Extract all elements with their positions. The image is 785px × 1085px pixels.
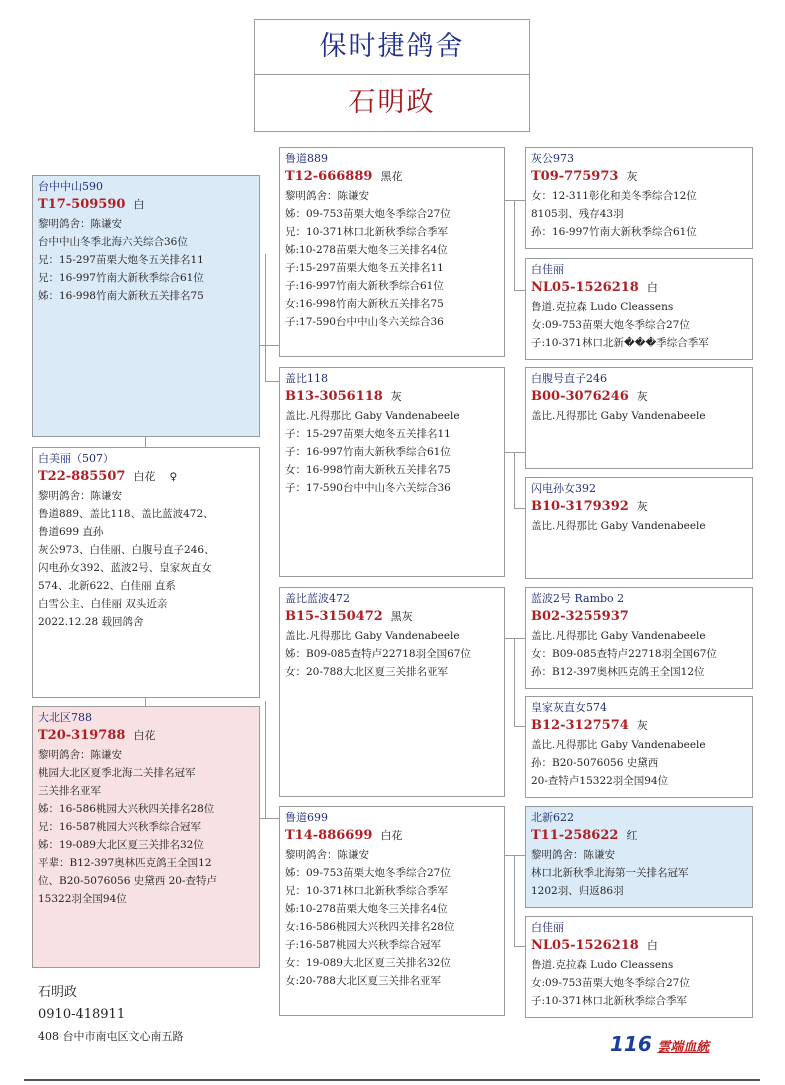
record-line: 鲁道889、盖比118、盖比蓝波472、 <box>38 508 214 520</box>
sire-card <box>32 175 260 437</box>
ring-number: T22-885507 <box>38 469 126 484</box>
connector <box>514 508 525 509</box>
record-line: 盖比.凡得那比 Gaby Vandenabeele <box>531 630 706 642</box>
record-line: 黎明鸽舍：陈谦安 <box>38 218 122 230</box>
record-line: 姊：16-998竹南大新秋五关排名75 <box>38 290 204 302</box>
record-line: 黎明鸽舍：陈谦安 <box>285 849 369 861</box>
record-line: 子:10-371林口北新���季综合季军 <box>531 337 709 349</box>
record-line: 女:16-998竹南大新秋五关排名75 <box>285 298 444 310</box>
ring-number: B00-3076246 <box>531 389 629 404</box>
record-line: 三关排名亚军 <box>38 785 101 797</box>
record-line: 女：B09-085查特卢22718羽全国67位 <box>531 648 717 660</box>
ring-number: NL05-1526218 <box>531 938 639 953</box>
ring-row <box>285 826 499 846</box>
record-line: 子:16-997竹南大新秋季综合61位 <box>285 280 444 292</box>
connector <box>265 254 266 382</box>
record-line: 子:10-371林口北新秋季综合季军 <box>531 995 687 1007</box>
record-line: 黎明鸽舍：陈谦安 <box>38 749 122 761</box>
ring-row <box>285 607 499 627</box>
ring-number: T11-258622 <box>531 828 619 843</box>
record-line: 15322羽全国94位 <box>38 893 127 905</box>
bird-name: 盖比118 <box>285 372 328 385</box>
ring-number: T14-886699 <box>285 828 373 843</box>
record-line: 平辈：B12-397奥林匹克鸽王全国12 <box>38 857 212 869</box>
dsd-card <box>525 696 753 798</box>
loft-name: 保时捷鸽舍 <box>254 19 530 75</box>
feather-color: 灰 <box>636 390 648 403</box>
connector <box>505 638 525 639</box>
record-line: 子：15-297苗栗大炮冬五关排名11 <box>285 428 451 440</box>
ring-row <box>531 278 747 298</box>
bird-name: 皇家灰直女574 <box>531 701 607 714</box>
dam-card <box>32 706 260 968</box>
record-line: 盖比.凡得那比 Gaby Vandenabeele <box>531 410 706 422</box>
ring-row <box>285 167 499 187</box>
connector <box>514 726 525 727</box>
feather-color: 白花 <box>133 729 156 742</box>
connector <box>505 452 525 453</box>
ring-row <box>531 826 747 846</box>
ring-number: T20-319788 <box>38 728 126 743</box>
bird-name: 白美丽（507） <box>38 452 114 465</box>
record-line: 盖比.凡得那比 Gaby Vandenabeele <box>531 739 706 751</box>
ring-row <box>531 607 747 627</box>
bird-name: 蓝波2号 Rambo 2 <box>531 592 625 605</box>
bird-name: 大北区788 <box>38 711 92 724</box>
connector <box>514 855 515 946</box>
feather-color: 灰 <box>636 500 648 513</box>
record-line: 女：12-311彰化和美冬季综合12位 <box>531 190 697 202</box>
record-line: 574、北新622、白佳丽 直系 <box>38 580 176 592</box>
record-line: 20-查特卢15322羽全国94位 <box>531 775 669 787</box>
record-line: 鲁道699 直孙 <box>38 526 104 538</box>
feather-color: 白花 <box>133 470 156 483</box>
record-line: 鲁道.克拉森 Ludo Cleassens <box>531 301 674 313</box>
ring-number: T12-666889 <box>285 169 373 184</box>
record-line: 盖比.凡得那比 Gaby Vandenabeele <box>531 520 706 532</box>
connector <box>514 452 515 508</box>
record-line: 黎明鸽舍：陈谦安 <box>38 490 122 502</box>
record-line: 灰公973、白佳丽、白腹号直子246、 <box>38 544 215 556</box>
feather-color: 红 <box>626 829 638 842</box>
dam-dam-card <box>279 806 505 1016</box>
ring-number: B12-3127574 <box>531 718 629 733</box>
ring-number: B02-3255937 <box>531 609 629 624</box>
bird-name: 盖比蓝波472 <box>285 592 350 605</box>
connector <box>514 638 515 726</box>
connector <box>259 345 280 346</box>
feather-color: 黑花 <box>380 170 403 183</box>
ring-number: B15-3150472 <box>285 609 383 624</box>
connector <box>514 290 525 291</box>
ring-row <box>38 467 254 487</box>
connector <box>259 818 280 819</box>
feather-color: 灰 <box>636 719 648 732</box>
record-line: 姊：B09-085查特卢22718羽全国67位 <box>285 648 471 660</box>
ring-number: T09-775973 <box>531 169 619 184</box>
bird-name: 鲁道889 <box>285 152 328 165</box>
record-line: 子:16-587桃园大兴秋季综合冠军 <box>285 939 441 951</box>
sdd-card <box>525 477 753 579</box>
record-line: 女：16-998竹南大新秋五关排名75 <box>285 464 451 476</box>
ring-row <box>531 387 747 407</box>
record-line: 孙：B20-5076056 史黛西 <box>531 757 659 769</box>
sss-card <box>525 147 753 249</box>
sire-dam-card <box>279 367 505 577</box>
connector <box>505 855 525 856</box>
record-line: 子：16-997竹南大新秋季综合61位 <box>285 446 451 458</box>
record-line: 子:15-297苗栗大炮冬五关排名11 <box>285 262 444 274</box>
connector <box>505 200 525 201</box>
record-line: 女:09-753苗栗大炮冬季综合27位 <box>531 977 690 989</box>
bird-name: 鲁道699 <box>285 811 328 824</box>
record-line: 兄：16-997竹南大新秋季综合61位 <box>38 272 204 284</box>
record-line: 女:16-586桃园大兴秋四关排名28位 <box>285 921 455 933</box>
dam-sire-card <box>279 587 505 797</box>
connector <box>265 701 266 818</box>
sire-sire-card <box>279 147 505 357</box>
record-line: 1202羽、归返86羽 <box>531 885 624 897</box>
ring-row <box>285 387 499 407</box>
record-line: 孙：16-997竹南大新秋季综合61位 <box>531 226 697 238</box>
ring-number: B13-3056118 <box>285 389 383 404</box>
ring-row <box>38 726 254 746</box>
footer-owner: 石明政 <box>38 985 78 1000</box>
ring-number: NL05-1526218 <box>531 280 639 295</box>
ddd-card <box>525 916 753 1018</box>
bird-name: 台中中山590 <box>38 180 103 193</box>
feather-color: 白 <box>646 939 658 952</box>
connector <box>514 200 515 290</box>
record-line: 姊：19-089大北区夏三关排名32位 <box>38 839 204 851</box>
record-line: 女:20-788大北区夏三关排名亚军 <box>285 975 441 987</box>
record-line: 兄：16-587桃园大兴秋季综合冠军 <box>38 821 201 833</box>
ring-row <box>531 167 747 187</box>
ring-row <box>531 497 747 517</box>
ring-number: T17-509590 <box>38 197 126 212</box>
record-line: 黎明鸽舍：陈谦安 <box>285 190 369 202</box>
feather-color: 黑灰 <box>390 610 413 623</box>
bird-name: 灰公973 <box>531 152 574 165</box>
record-line: 兄：10-371林口北新秋季综合季军 <box>285 226 448 238</box>
ring-number: B10-3179392 <box>531 499 629 514</box>
record-line: 子：17-590台中中山冬六关综合36 <box>285 482 451 494</box>
record-line: 台中中山冬季北海六关综合36位 <box>38 236 188 248</box>
logo-text: 雲端血統 <box>657 1040 710 1055</box>
sex-symbol: ♀ <box>169 471 178 483</box>
record-line: 女：20-788大北区夏三关排名亚军 <box>285 666 448 678</box>
record-line: 兄：10-371林口北新秋季综合季军 <box>285 885 448 897</box>
subject-card <box>32 447 260 698</box>
bird-name: 白腹号直子246 <box>531 372 607 385</box>
record-line: 女:09-753苗栗大炮冬季综合27位 <box>531 319 690 331</box>
sds-card <box>525 367 753 469</box>
feather-color: 白 <box>133 198 145 211</box>
record-line: 女：19-089大北区夏三关排名32位 <box>285 957 451 969</box>
bird-name: 北新622 <box>531 811 574 824</box>
connector <box>514 946 525 947</box>
bird-name: 白佳丽 <box>531 263 564 276</box>
ring-row <box>38 195 254 215</box>
record-line: 鲁道.克拉森 Ludo Cleassens <box>531 959 674 971</box>
record-line: 2022.12.28 载回鸽舍 <box>38 616 144 628</box>
feather-color: 白花 <box>380 829 403 842</box>
record-line: 兄：15-297苗栗大炮冬五关排名11 <box>38 254 204 266</box>
logo-number: 116 <box>610 1032 652 1056</box>
ring-row <box>531 936 747 956</box>
record-line: 林口北新秋季北海第一关排名冠军 <box>531 867 689 879</box>
record-line: 姊：09-753苗栗大炮冬季综合27位 <box>285 867 451 879</box>
feather-color: 灰 <box>390 390 402 403</box>
footer <box>38 982 184 1048</box>
bird-name: 闪电孙女392 <box>531 482 596 495</box>
bottom-rule <box>24 1079 760 1081</box>
record-line: 姊：09-753苗栗大炮冬季综合27位 <box>285 208 451 220</box>
feather-color: 灰 <box>626 170 638 183</box>
record-line: 姊:10-278苗栗大炮冬三关排名4位 <box>285 244 448 256</box>
record-line: 黎明鸽舍：陈谦安 <box>531 849 615 861</box>
dss-card <box>525 587 753 689</box>
brand-logo <box>610 1032 709 1056</box>
ring-row <box>531 716 747 736</box>
dds-card <box>525 806 753 908</box>
record-line: 桃园大北区夏季北海二关排名冠军 <box>38 767 196 779</box>
record-line: 白雪公主、白佳丽 双头近亲 <box>38 598 168 610</box>
record-line: 闪电孙女392、蓝波2号、皇家灰直女 <box>38 562 212 574</box>
footer-phone: 0910-418911 <box>38 1007 126 1022</box>
footer-address: 408 台中市南屯区文心南五路 <box>38 1030 184 1043</box>
bird-name: 白佳丽 <box>531 921 564 934</box>
record-line: 孙：B12-397奥林匹克鸽王全国12位 <box>531 666 705 678</box>
record-line: 姊：16-586桃园大兴秋四关排名28位 <box>38 803 215 815</box>
feather-color: 白 <box>646 281 658 294</box>
ssd-card <box>525 258 753 360</box>
connector <box>265 381 280 382</box>
record-line: 位、B20-5076056 史黛西 20-查特卢 <box>38 875 217 887</box>
record-line: 盖比.凡得那比 Gaby Vandenabeele <box>285 630 460 642</box>
record-line: 盖比.凡得那比 Gaby Vandenabeele <box>285 410 460 422</box>
record-line: 子:17-590台中中山冬六关综合36 <box>285 316 444 328</box>
record-line: 姊:10-278苗栗大炮冬三关排名4位 <box>285 903 448 915</box>
record-line: 8105羽、残存43羽 <box>531 208 624 220</box>
owner-name: 石明政 <box>254 74 530 132</box>
